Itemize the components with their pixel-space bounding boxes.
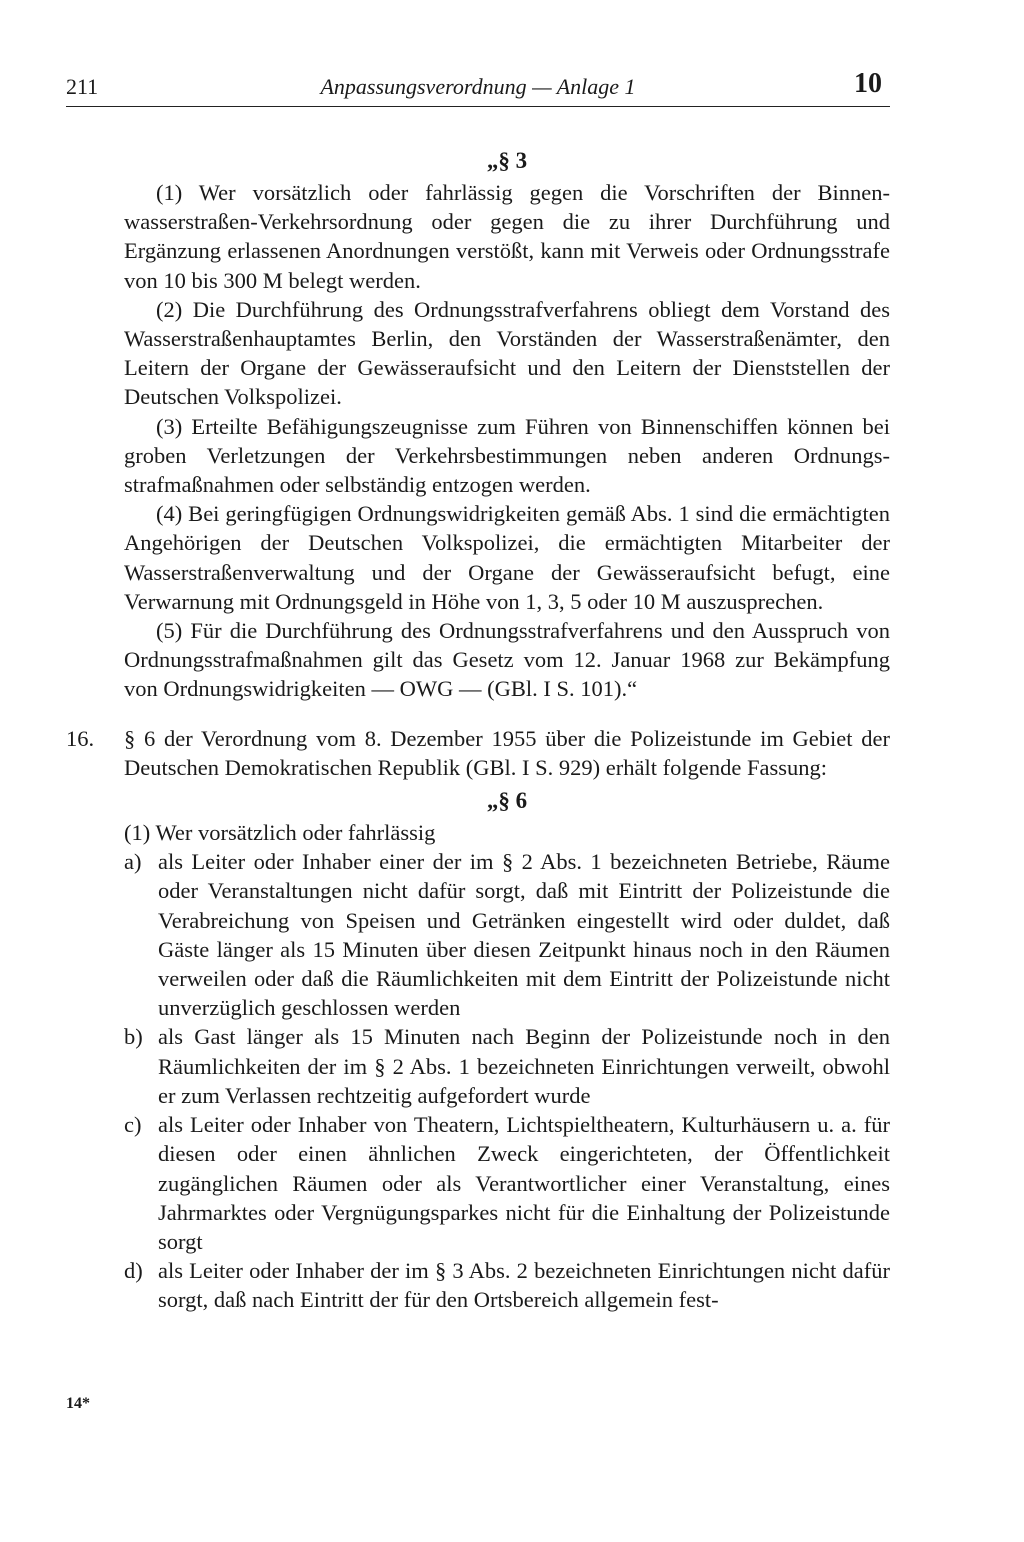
list-item — [66, 1256, 890, 1314]
offense-list — [124, 847, 890, 1314]
list-item-text: als Gast länger als 15 Minuten nach Beginn der Polizeistunde noch in den Räumlichkeiten der im § 2 Abs. 1 bezeichneten Einrichtungen verweilt, obwohl er zum Verlassen rechtzeitig aufgefordert wurde — [158, 1024, 890, 1108]
section-6-heading: „§ 6 — [486, 788, 528, 814]
paragraph-5: (5) Für die Durchführung des Ordnungsstrafverfahrens und den Ausspruch von Ordnungsstrafmaßnahmen gilt das Gesetz vom 12. Januar 1968 zur Bekämpfung von Ordnungswidrigkeiten — OWG — (GBl. I S. 101).“ — [124, 618, 890, 702]
list-item-text: als Leiter oder Inhaber von Theatern, Lichtspieltheatern, Kulturhäusern u. a. für diesen oder einen ähnlichen Zweck eingerichteten, der Öffentlichkeit zugänglichen Räumen oder als Verantwortlicher einer Veranstaltung, eines Jahrmarktes oder Vergnügungsparkes nicht für die Einhaltung der Polizeistunde sorgt — [158, 1112, 890, 1254]
list-item-label: b) — [124, 1024, 143, 1050]
item-16 — [66, 724, 890, 1315]
item-16-intro: § 6 der Verordnung vom 8. Dezember 1955 über die Polizeistunde im Gebiet der Deutschen Demokratischen Republik (GBl. I S. 929) erhält folgende Fassung: — [124, 725, 890, 780]
item-16-body — [124, 724, 890, 848]
list-item-label: a) — [124, 849, 142, 875]
list-item-label: d) — [124, 1258, 143, 1284]
list-item-text: als Leiter oder Inhaber der im § 3 Abs. 2 bezeichneten Einrichtungen nicht dafür sorgt, daß nach Eintritt der für den Ortsbereich allgemein fest- — [158, 1258, 890, 1313]
list-item-text: als Leiter oder Inhaber einer der im § 2 Abs. 1 bezeichneten Betriebe, Räume oder Veranstaltungen nicht dafür sorgt, daß mit Eintritt der Polizeistunde die Verabreichung von Speisen und Getränken eingestellt wird oder duldet, daß Gäste länger als 15 Minuten über diesen Zeitpunkt hinaus noch in den Räumen verweilen oder daß die Räumlichkeiten mit dem Eintritt der Polizeistunde nicht unverzüglich geschlossen werden — [158, 849, 890, 1021]
item-number: 16. — [66, 725, 95, 751]
running-title: Anpassungsverordnung — Anlage 1 — [320, 74, 636, 99]
section-6-lead: (1) Wer vorsätzlich oder fahrlässig — [124, 820, 436, 846]
section-number: 10 — [854, 68, 882, 99]
signature-mark: 14* — [66, 1395, 90, 1412]
paragraph-3: (3) Erteilte Befähigungszeugnisse zum Führen von Binnenschiffen können bei groben Verletzungen der Verkehrsbestimmungen neben anderen Ordnungsstrafmaßnahmen oder selbständig entzogen werden. — [124, 413, 890, 498]
running-header — [66, 70, 890, 107]
list-item — [66, 1110, 890, 1256]
paragraph-4: (4) Bei geringfügigen Ordnungswidrigkeiten gemäß Abs. 1 sind die ermächtigten Angehörigen der Deutschen Volkspolizei, die ermächtigten Mitarbeiter der Wasserstraßenverwaltung und der Organe der Gewässeraufsicht befugt, eine Verwarnung mit Ordnungsgeld in Höhe von 1, 3, 5 oder 10 M auszusprechen. — [124, 501, 890, 614]
paragraph-2: (2) Die Durchführung des Ordnungsstrafverfahrens obliegt dem Vorstand des Wasserstraßenhauptamtes Berlin, den Vorständen der Wasserstraßenämter, den Leitern der Organe der Gewässeraufsicht und den Leitern der Dienststellen der Deutschen Volkspolizei. — [124, 296, 890, 410]
section-3-heading: „§ 3 — [486, 148, 528, 173]
paragraph-1: (1) Wer vorsätzlich oder fahrlässig gegen die Vorschriften der Binnenwasserstraßen-Verkehrsordnung oder gegen die zu ihrer Durchführung und Ergänzung erlassenen Anordnungen verstößt, kann mit Verweis oder Ordnungsstrafe von 10 bis 300 M belegt werden. — [124, 180, 890, 293]
section-3 — [124, 146, 890, 704]
list-item — [66, 847, 890, 1022]
page-number: 211 — [66, 74, 99, 99]
list-item — [66, 1022, 890, 1110]
list-item-label: c) — [124, 1112, 142, 1138]
main-content — [66, 146, 890, 1315]
